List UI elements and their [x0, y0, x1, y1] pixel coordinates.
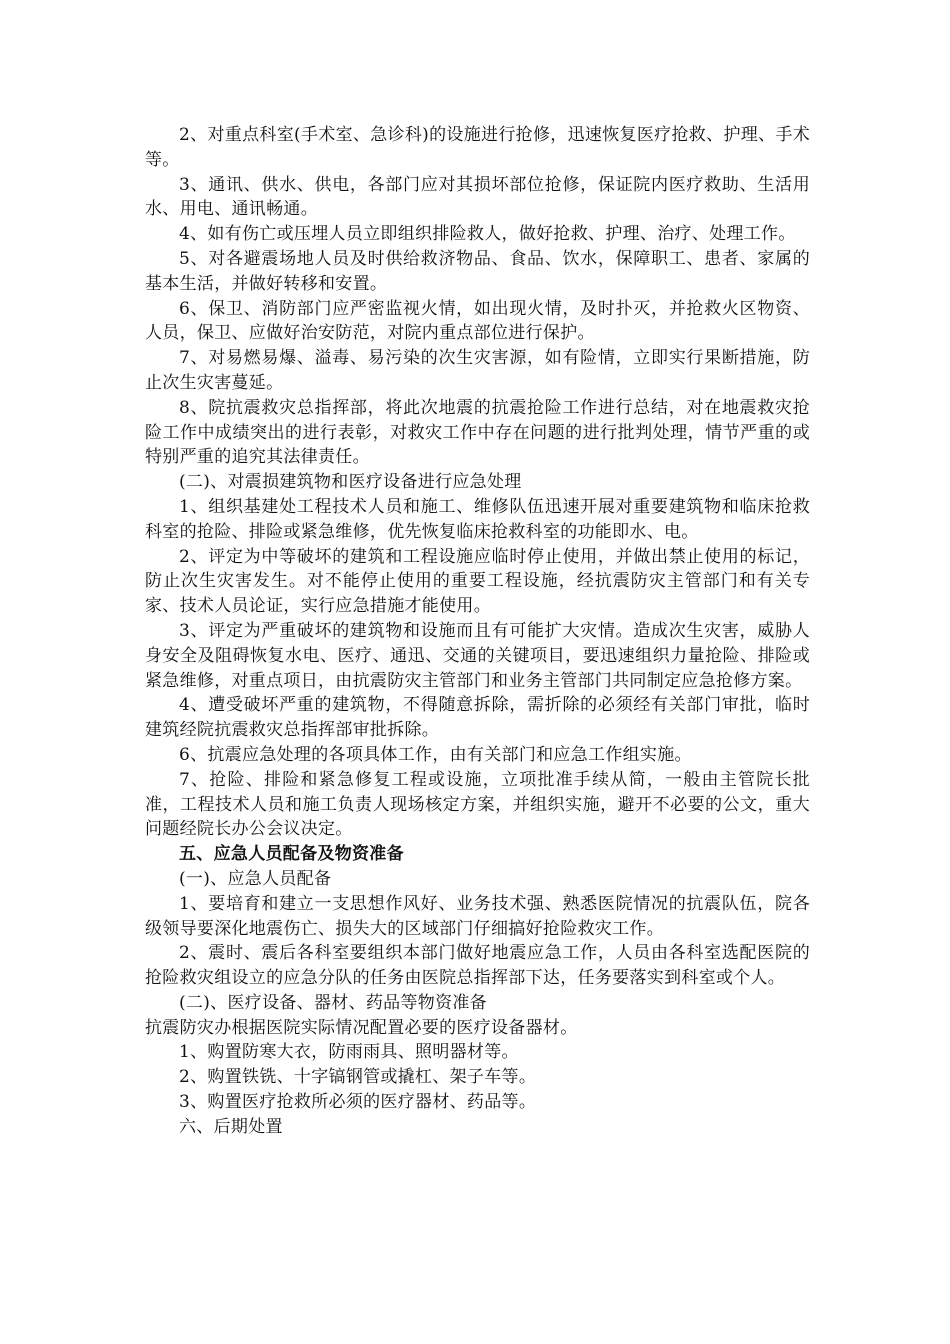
paragraph-severe-damage: 3、评定为严重破坏的建筑物和设施而且有可能扩大灾情。造成次生灾害，威胁人身安全及阻碍恢复水电、医疗、通迅、交通的关键项目，要迅速组织力量抢险、排险或紧急维修，对重点项日，由抗震防灾主管部门和业务主管部门共同制定应急抢修方案。: [145, 620, 810, 691]
subheading-personnel: (一)、应急人员配备: [179, 868, 332, 889]
paragraph-fire-security: 6、保卫、消防部门应严密监视火情，如出现火情，及时扑灭，并抢救火区物资、人员，保卫、应做好治安防范，对院内重点部位进行保护。: [145, 298, 810, 344]
paragraph-implementation: 6、抗震应急处理的各项具体工作，由有关部门和应急工作组实施。: [179, 744, 692, 765]
paragraph-equipment-config: 抗震防灾办根据医院实际情况配置必要的医疗设备器材。: [145, 1017, 578, 1038]
document-body: [145, 123, 810, 1140]
paragraph-department-response: 2、震时、震后各科室要组织本部门做好地震应急工作，人员由各科室选配医院的抢险救灾组设立的应急分队的任务由医院总指挥部下达，任务要落实到科室或个人。: [145, 943, 810, 989]
paragraph-secondary-hazards: 7、对易燃易爆、溢毒、易污染的次生灾害源，如有险情，立即实行果断措施，防止次生灾害蔓延。: [145, 348, 810, 393]
paragraph-simplified-approval: 7、抢险、排险和紧急修复工程或设施，立项批准手续从简，一般由主管院长批准，工程技术人员和施工负责人现场核定方案，并组织实施，避开不必要的公文，重大问题经院长办公会议决定。: [145, 769, 810, 840]
paragraph-facility-repair: 2、对重点科室(手术室、急诊科)的设施进行抢修，迅速恢复医疗抢救、护理、手术等。: [145, 125, 810, 170]
paragraph-rescue-casualties: 4、如有伤亡或压埋人员立即组织排险救人，做好抢救、护理、治疗、处理工作。: [179, 224, 796, 245]
subheading-damaged-buildings: (二)、对震损建筑物和医疗设备进行应急处理: [179, 472, 522, 493]
section-heading-aftermath: 六、后期处置: [179, 1116, 283, 1137]
paragraph-summary-commendation: 8、院抗震救灾总指挥部，将此次地震的抗震抢险工作进行总结，对在地震救灾抢险工作中成绩突出的进行表彰，对救灾工作中存在问题的进行批判处理，情节严重的或特别严重的追究其法律责任。: [145, 397, 810, 468]
section-heading-personnel-supplies: 五、应急人员配备及物资准备: [179, 844, 404, 865]
list-item-cold-weather-gear: 1、购置防寒大衣，防雨雨具、照明器材等。: [179, 1042, 519, 1063]
subheading-equipment-supplies: (二)、医疗设备、器材、药品等物资准备: [179, 992, 487, 1013]
list-item-tools: 2、购置铁铣、十字镐钢管或撬杠、架子车等。: [179, 1067, 537, 1088]
paragraph-utilities-repair: 3、通讯、供水、供电，各部门应对其损坏部位抢修，保证院内医疗救助、生活用水、用电、通讯畅通。: [145, 174, 810, 220]
paragraph-demolition-approval: 4、遭受破坏严重的建筑物，不得随意拆除，需折除的必须经有关部门审批，临时建筑经院抗震救灾总指挥部审批拆除。: [145, 695, 810, 741]
paragraph-moderate-damage: 2、评定为中等破坏的建筑和工程设施应临时停止使用，并做出禁止使用的标记，防止次生灾害发生。对不能停止使用的重要工程设施，经抗震防灾主管部门和有关专家、技术人员论证，实行应急措施才能使用。: [145, 546, 810, 617]
paragraph-emergency-repair: 1、组织基建处工程技术人员和施工、维修队伍迅速开展对重要建筑物和临床抢救科室的抢险、排险或紧急维修，优先恢复临床抢救科室的功能即水、电。: [145, 496, 810, 542]
list-item-medical-supplies: 3、购置医疗抢救所必须的医疗器材、药品等。: [179, 1092, 537, 1113]
paragraph-relief-supplies: 5、对各避震场地人员及时供给救济物品、食品、饮水，保障职工、患者、家属的基本生活，并做好转移和安置。: [145, 248, 810, 294]
paragraph-earthquake-team: 1、要培育和建立一支思想作风好、业务技术强、熟悉医院情况的抗震队伍，院各级领导要深化地震伤亡、损失大的区域部门仔细搞好抢险救灾工作。: [145, 893, 810, 939]
